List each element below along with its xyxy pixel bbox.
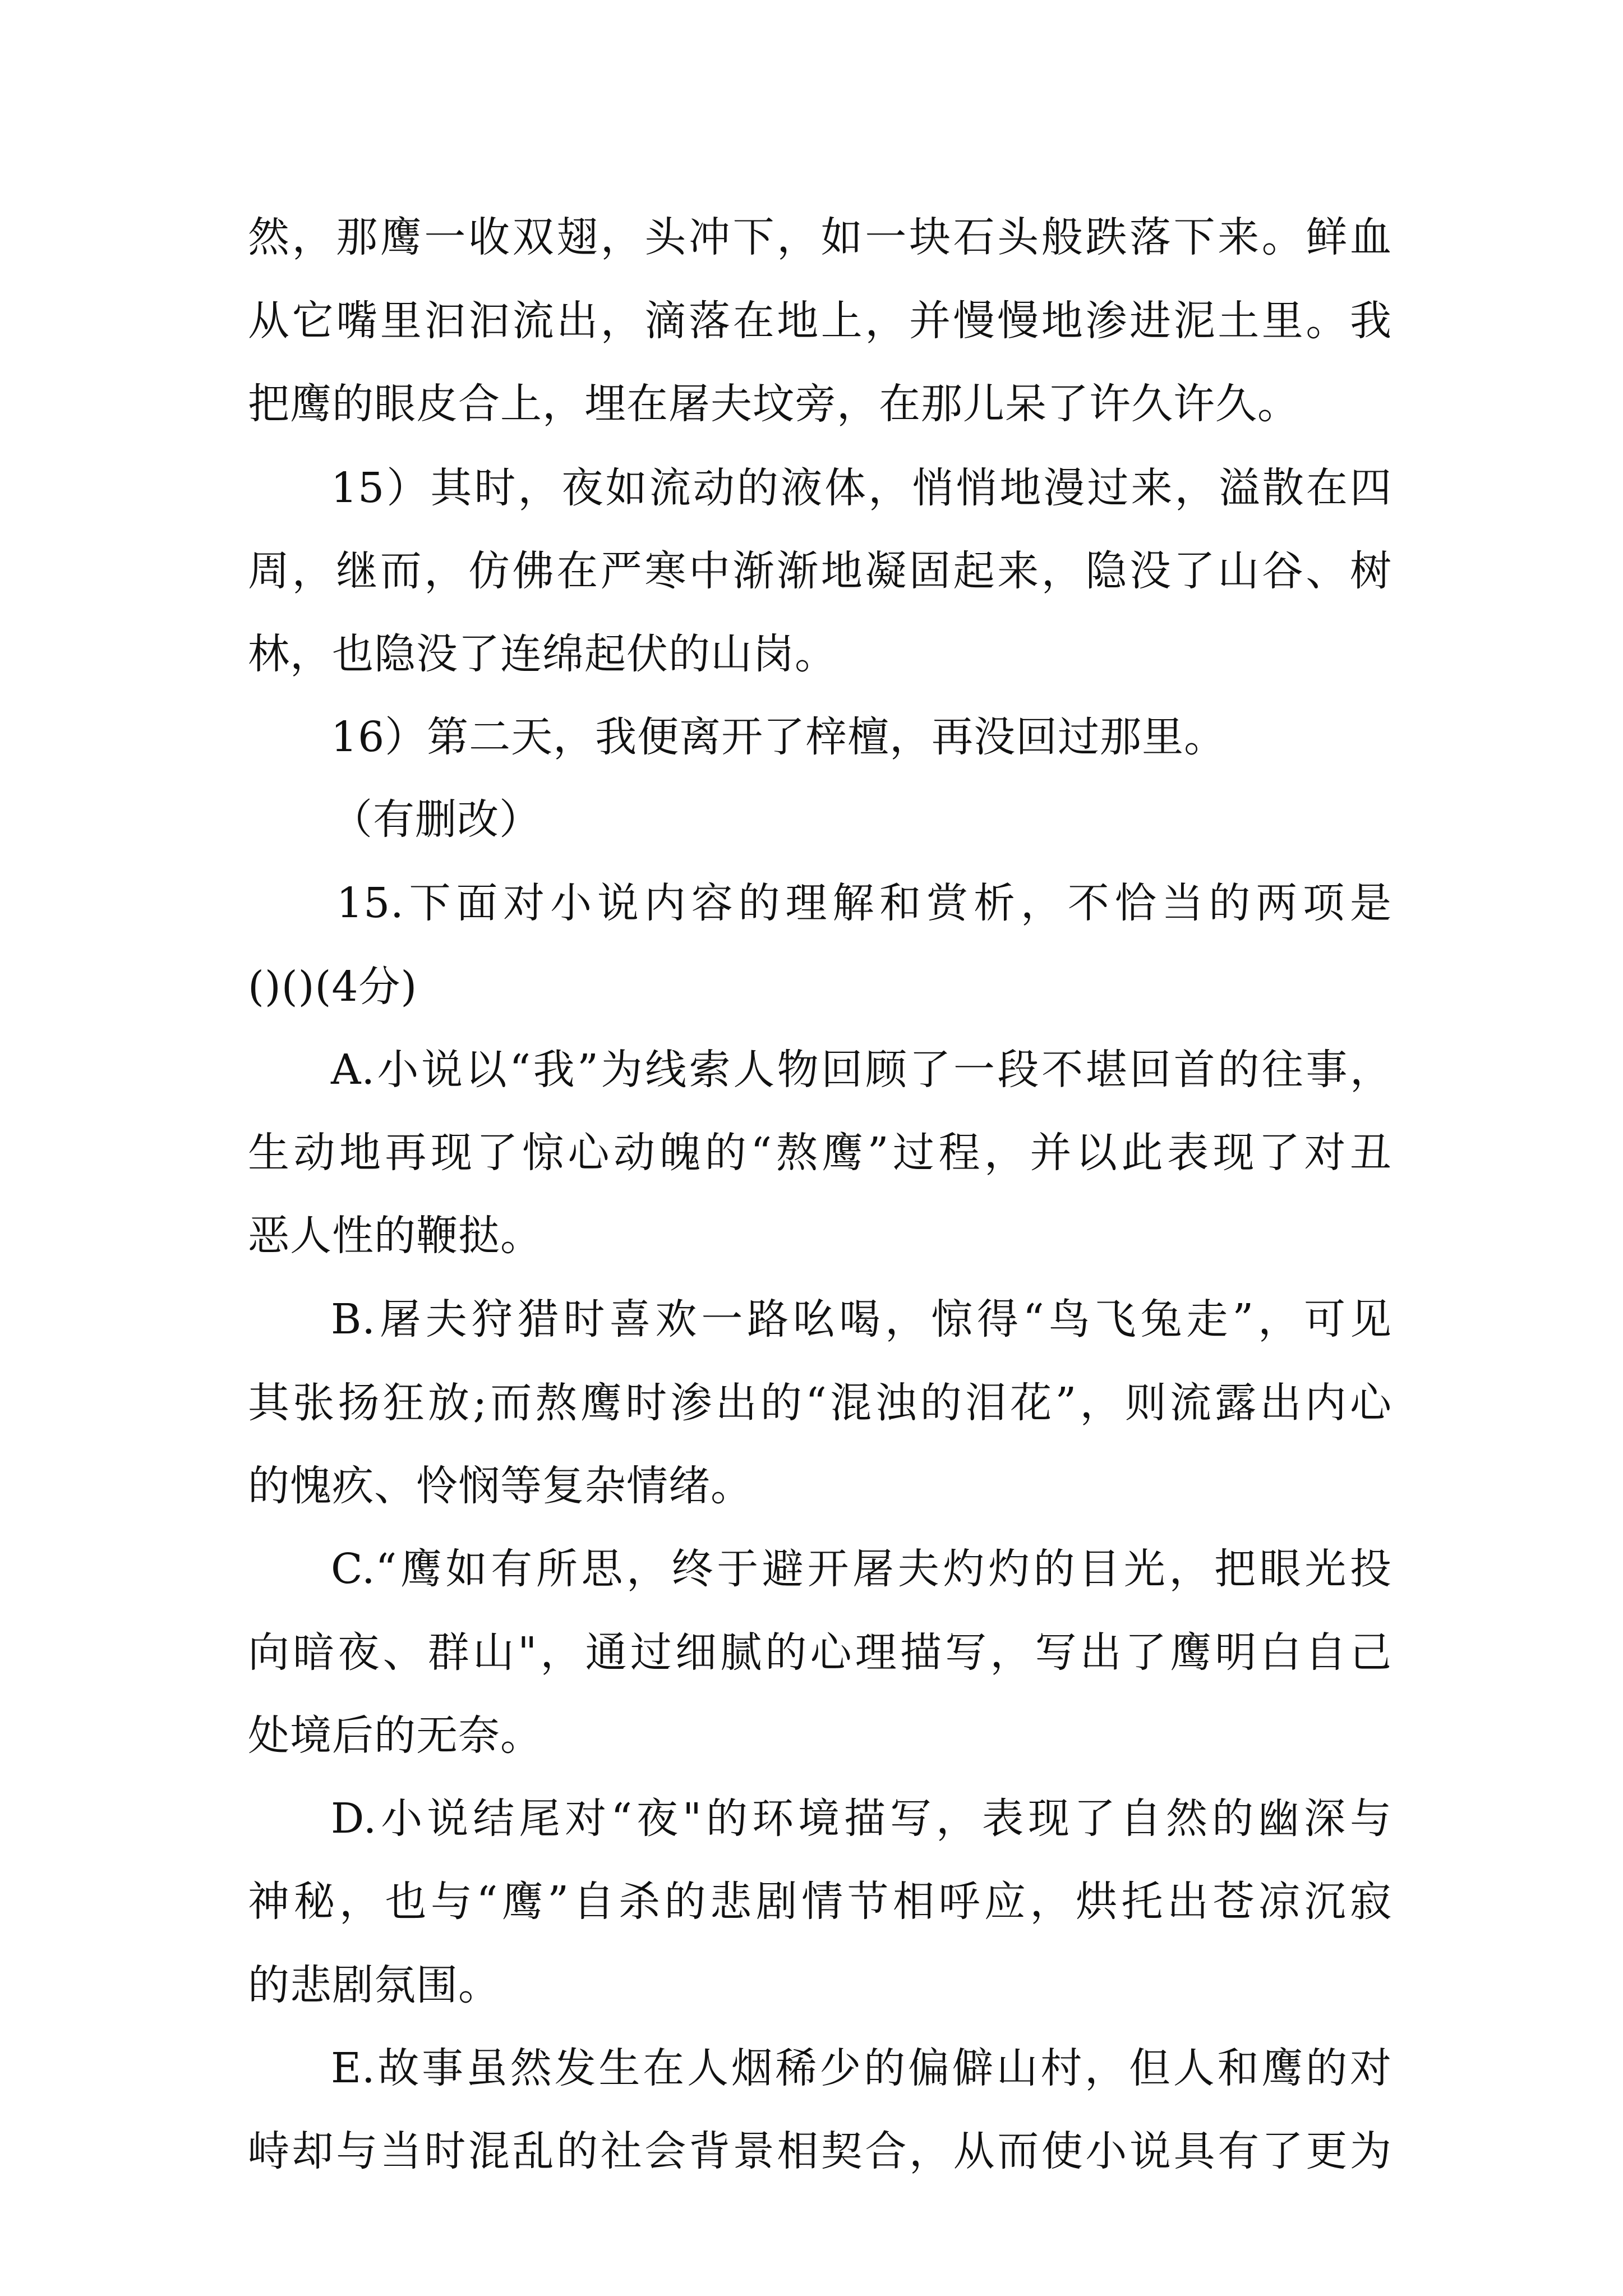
option-c-line: C.“鹰如有所思，终于避开屠夫灼灼的目光，把眼光投 — [331, 1545, 1392, 1593]
text-line: 从它嘴里汩汩流出，滴落在地上，并慢慢地渗进泥土里。我 — [248, 297, 1392, 345]
option-b-line: 其张扬狂放;而熬鹰时渗出的“混浊的泪花”，则流露出内心 — [248, 1379, 1392, 1427]
paragraph-15-line: 15）其时，夜如流动的液体，悄悄地漫过来，溢散在四 — [331, 464, 1392, 512]
text-line: 然，那鹰一收双翅，头冲下，如一块石头般跌落下来。鲜血 — [248, 213, 1392, 261]
option-c-line: 向暗夜、群山"，通过细腻的心理描写，写出了鹰明白自己 — [248, 1628, 1392, 1677]
option-a-line: 生动地再现了惊心动魄的“熬鹰”过程，并以此表现了对丑 — [248, 1129, 1392, 1177]
option-e-line: 峙却与当时混乱的社会背景相契合，从而使小说具有了更为 — [248, 2127, 1392, 2175]
option-c-line: 处境后的无奈。 — [248, 1711, 542, 1760]
option-a-line: 恶人性的鞭挞。 — [248, 1212, 542, 1260]
option-a-line: A.小说以“我”为线索人物回顾了一段不堪回首的往事， — [331, 1046, 1392, 1094]
option-d-line: D.小说结尾对“夜"的环境描写，表现了自然的幽深与 — [331, 1795, 1392, 1843]
source-note: （有删改） — [331, 795, 541, 844]
option-d-line: 神秘，也与“鹰”自杀的悲剧情节相呼应，烘托出苍凉沉寂 — [248, 1878, 1392, 1926]
question-15-score: ()()(4分) — [248, 963, 418, 1011]
text-line: 把鹰的眼皮合上，埋在屠夫坟旁，在那儿呆了许久许久。 — [248, 380, 1299, 428]
question-15-stem: 15.下面对小说内容的理解和赏析，不恰当的两项是 — [336, 879, 1392, 927]
paragraph-16-line: 16）第二天，我便离开了梓檀，再没回过那里。 — [331, 713, 1227, 761]
option-e-line: E.故事虽然发生在人烟稀少的偏僻山村，但人和鹰的对 — [331, 2044, 1392, 2092]
text-line: 周，继而，仿佛在严寒中渐渐地凝固起来，隐没了山谷、树 — [248, 547, 1392, 595]
option-b-line: 的愧疚、怜悯等复杂情绪。 — [248, 1462, 753, 1510]
option-b-line: B.屠夫狩猎时喜欢一路吆喝，惊得“鸟飞兔走”，可见 — [331, 1295, 1392, 1343]
text-line: 林，也隐没了连绵起伏的山岗。 — [248, 630, 837, 678]
option-d-line: 的悲剧氛围。 — [248, 1961, 500, 2009]
